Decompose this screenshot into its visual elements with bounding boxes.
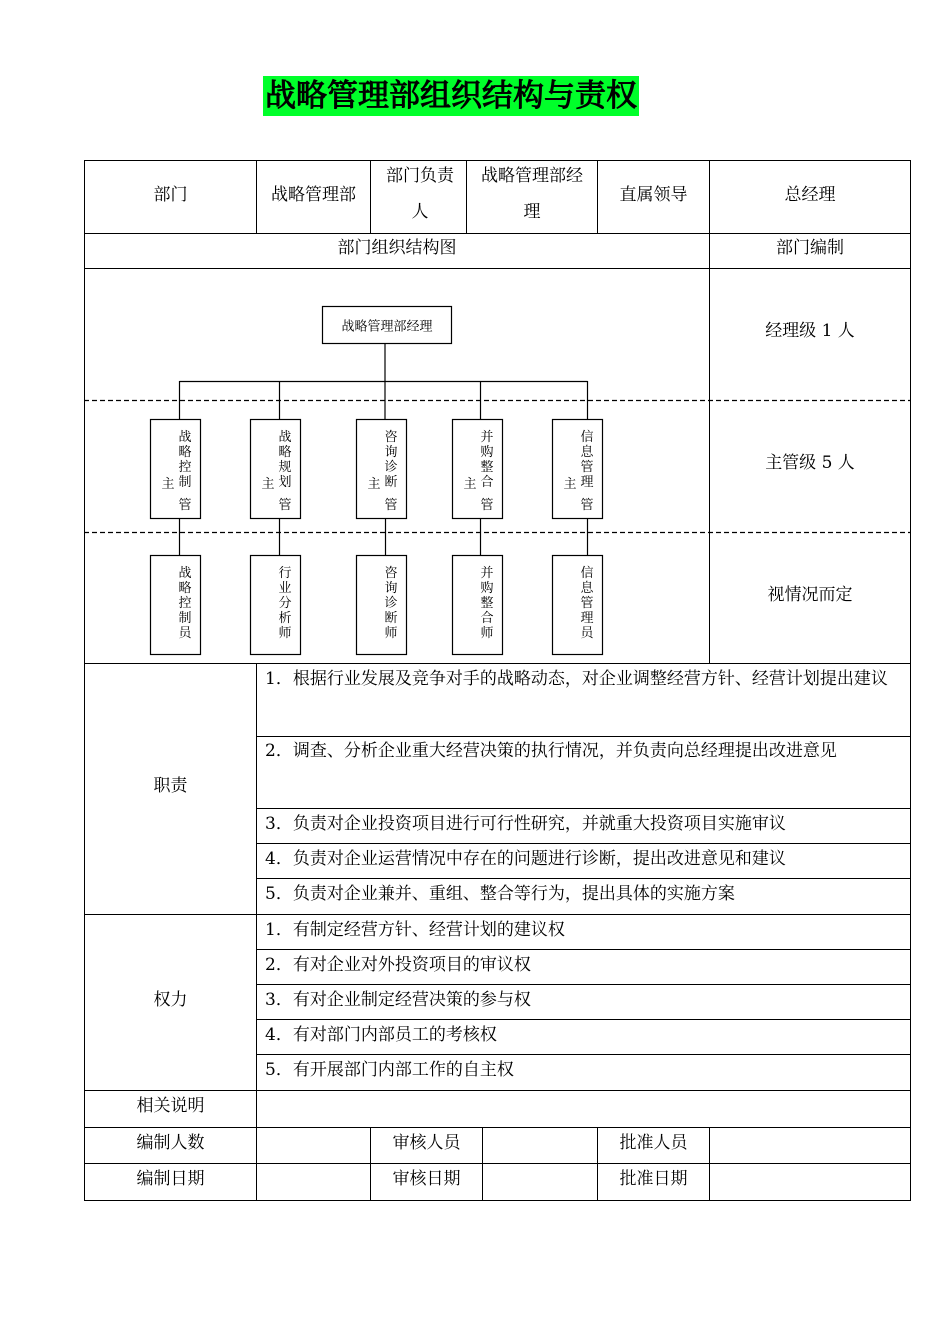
staff-label: 行业分析师 xyxy=(278,566,292,641)
head-label: 部门负责人 xyxy=(386,166,454,222)
org-section-label: 部门组织结构图 xyxy=(337,238,457,258)
org-box-supervisor xyxy=(251,420,301,519)
staff-label: 并购整合师 xyxy=(480,566,494,641)
supervisor-label: 信息管理主管 xyxy=(563,430,594,513)
org-box-supervisor xyxy=(357,420,407,519)
power-item: 1．有制定经营方针、经营计划的建议权 xyxy=(265,920,565,940)
supervisor-label: 咨询诊断主管 xyxy=(367,430,398,513)
staff-label: 战略控制员 xyxy=(178,566,192,641)
duty-item: 1．根据行业发展及竞争对手的战略动态，对企业调整经营方针、经营计划提出建议 xyxy=(265,669,888,689)
org-box-staff xyxy=(357,556,407,655)
power-item: 5．有开展部门内部工作的自主权 xyxy=(265,1060,514,1080)
staffing-label: 部门编制 xyxy=(776,238,844,258)
approve-date-label: 批准日期 xyxy=(619,1169,688,1189)
level-manager: 经理级 1 人 xyxy=(765,321,855,341)
org-box-supervisor xyxy=(553,420,603,519)
head-value: 战略管理部经理 xyxy=(481,166,583,222)
notes-label: 相关说明 xyxy=(136,1096,205,1116)
duty-item: 3．负责对企业投资项目进行可行性研究，并就重大投资项目实施审议 xyxy=(265,814,786,834)
org-box-supervisor xyxy=(453,420,503,519)
power-item: 4．有对部门内部员工的考核权 xyxy=(265,1025,497,1045)
dept-value: 战略管理部 xyxy=(271,185,356,205)
leader-value: 总经理 xyxy=(784,185,836,205)
date-label: 编制日期 xyxy=(136,1169,205,1189)
count-label: 编制人数 xyxy=(136,1133,205,1153)
powers-label: 权力 xyxy=(153,990,188,1010)
level-supervisor: 主管级 5 人 xyxy=(765,453,855,473)
power-item: 2．有对企业对外投资项目的审议权 xyxy=(265,955,531,975)
duty-item: 4．负责对企业运营情况中存在的问题进行诊断，提出改进意见和建议 xyxy=(265,849,786,869)
duty-item: 2．调查、分析企业重大经营决策的执行情况，并负责向总经理提出改进意见 xyxy=(265,741,837,761)
supervisor-label: 并购整合主管 xyxy=(463,430,494,513)
level-staff: 视情况而定 xyxy=(767,585,853,605)
org-box-staff xyxy=(553,556,603,655)
supervisor-label: 战略控制主管 xyxy=(161,430,192,513)
duties-label: 职责 xyxy=(153,776,188,796)
supervisor-label: 战略规划主管 xyxy=(261,430,292,513)
org-box-staff xyxy=(251,556,301,655)
staff-label: 咨询诊断师 xyxy=(384,566,398,641)
page-title: 战略管理部组织结构与责权 xyxy=(265,78,637,114)
dept-label: 部门 xyxy=(153,185,188,205)
org-box-staff xyxy=(453,556,503,655)
org-box-supervisor xyxy=(151,420,201,519)
org-manager-label: 战略管理部经理 xyxy=(341,319,433,335)
power-item: 3．有对企业制定经营决策的参与权 xyxy=(265,990,531,1010)
reviewer-label: 审核人员 xyxy=(392,1133,461,1153)
leader-label: 直属领导 xyxy=(619,185,688,205)
approver-label: 批准人员 xyxy=(619,1133,688,1153)
review-date-label: 审核日期 xyxy=(392,1169,461,1189)
staff-labels xyxy=(178,565,594,641)
org-box-staff xyxy=(151,556,201,655)
duty-item: 5．负责对企业兼并、重组、整合等行为，提出具体的实施方案 xyxy=(265,884,735,904)
staff-label: 信息管理员 xyxy=(580,566,594,641)
